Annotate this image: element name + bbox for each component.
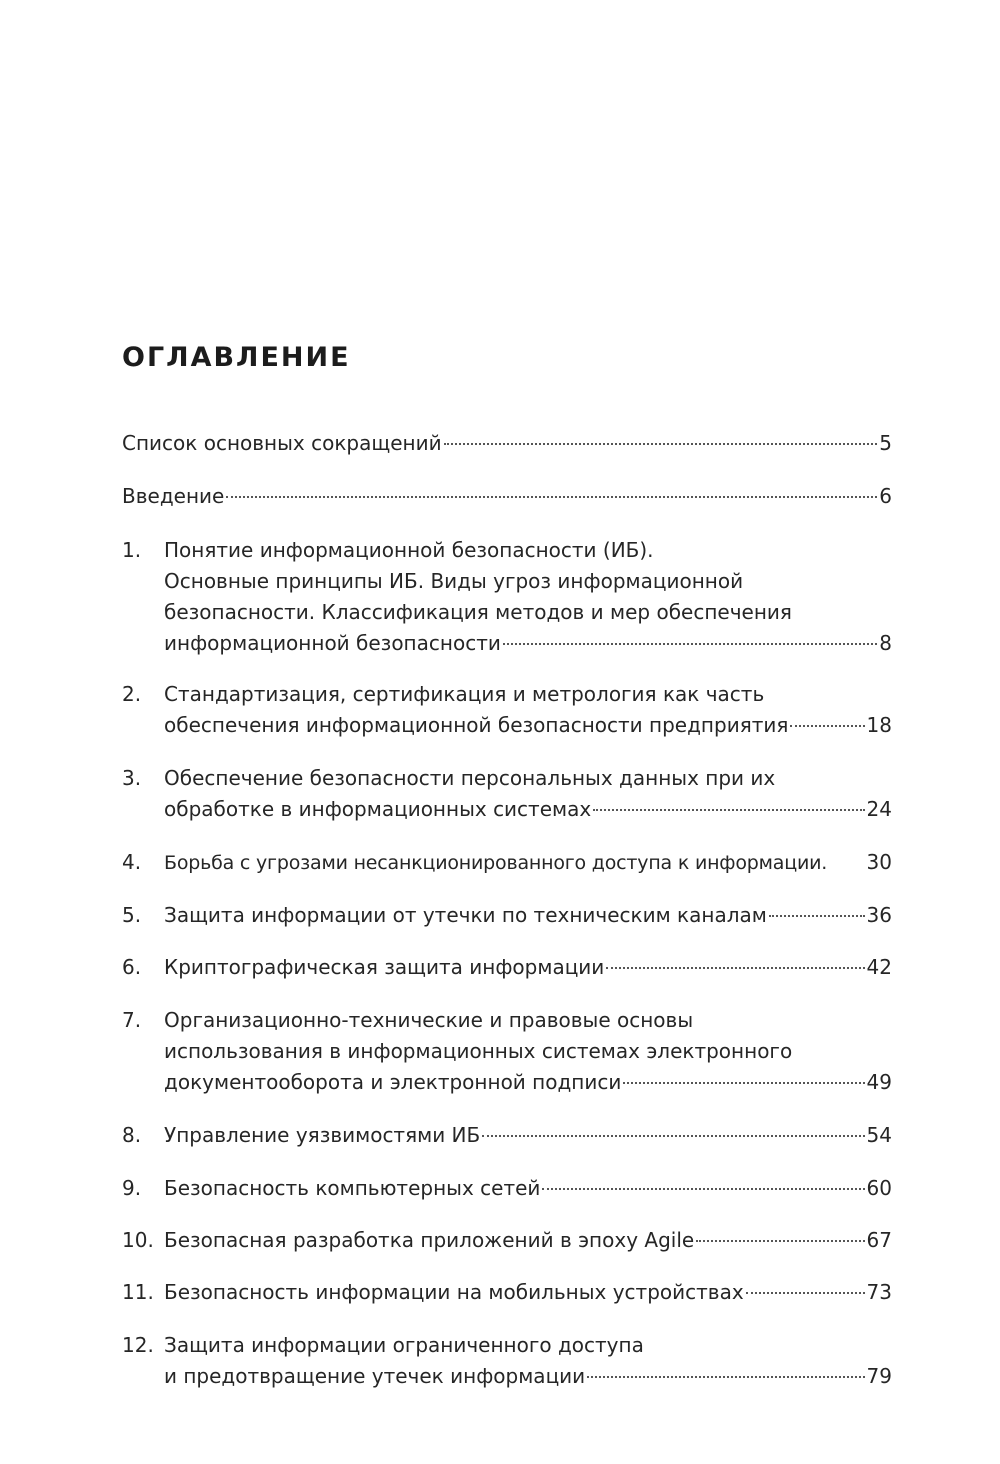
toc-entry-text (164, 1225, 892, 1256)
dot-leader (542, 1188, 864, 1190)
toc-entry-number: 3. (122, 766, 142, 790)
toc-entry-number: 10. (122, 1228, 154, 1252)
toc-entry-text (164, 1120, 892, 1151)
toc-entry-line: Обеспечение безопасности персональных данных при их (164, 766, 776, 790)
toc-heading: ОГЛАВЛЕНИЕ (122, 342, 351, 373)
toc-entry-line: обработке в информационных системах (164, 797, 592, 821)
toc-entry-last-line (164, 794, 892, 825)
toc-entry-number: 4. (122, 850, 142, 874)
toc-entry-last-line (164, 900, 892, 931)
toc-entry-line: Безопасная разработка приложений в эпоху Agile (164, 1228, 695, 1252)
toc-entry-number: 12. (122, 1333, 154, 1357)
toc-entry-last-line (164, 1225, 892, 1256)
toc-entry-last-line (164, 1120, 892, 1151)
toc-entry-line: Организационно-технические и правовые основы (164, 1008, 694, 1032)
dot-leader (746, 1292, 865, 1294)
toc-entry-last-line (164, 1067, 892, 1098)
toc-entry-line: информационной безопасности (164, 631, 501, 655)
toc-page-number: 8 (879, 631, 892, 655)
toc-page-number: 42 (866, 955, 892, 979)
toc-entry-text (164, 763, 892, 825)
toc-entry-text (164, 535, 892, 659)
dot-leader (593, 809, 864, 811)
toc-entry-text (164, 847, 892, 878)
toc-entry-line: Борьба с угрозами несанкционированного доступа к информации. (164, 852, 828, 874)
toc-entry-text (164, 952, 892, 983)
toc-entry-number: 8. (122, 1123, 142, 1147)
toc-page-number: 79 (866, 1364, 892, 1388)
toc-entry-last-line (164, 628, 892, 659)
toc-page-number: 30 (866, 850, 892, 874)
toc-entry-number: 6. (122, 955, 142, 979)
dot-leader (790, 725, 864, 727)
toc-entry-line: Управление уязвимостями ИБ (164, 1123, 481, 1147)
toc-page-number: 73 (866, 1280, 892, 1304)
dot-leader (769, 915, 865, 917)
toc-entry-line: Безопасность компьютерных сетей (164, 1176, 541, 1200)
dot-leader (482, 1135, 864, 1137)
dot-leader (623, 1082, 864, 1084)
toc-entry-last-line (164, 1173, 892, 1204)
toc-entry-last-line (164, 1361, 892, 1392)
toc-page-number: 18 (866, 713, 892, 737)
toc-entry-text (122, 481, 892, 512)
toc-entry-last-line (164, 710, 892, 741)
toc-entry-line: Список основных сокращений (122, 431, 442, 455)
toc-entry-number: 7. (122, 1008, 142, 1032)
dot-leader (444, 443, 878, 445)
toc-entry-number: 1. (122, 538, 142, 562)
dot-leader (606, 967, 864, 969)
toc-entry-text (164, 900, 892, 931)
toc-entry-last-line (122, 428, 892, 459)
toc-entry-number: 9. (122, 1176, 142, 1200)
dot-leader (503, 643, 877, 645)
toc-entry-last-line (122, 481, 892, 512)
toc-entry-line: Введение (122, 484, 225, 508)
toc-entry-line: Криптографическая защита информации (164, 955, 605, 979)
toc-entry-line: безопасности. Классификация методов и мер обеспечения (164, 600, 792, 624)
dot-leader (696, 1240, 864, 1242)
toc-page-number: 6 (879, 484, 892, 508)
toc-entry-last-line (164, 1277, 892, 1308)
toc-entry-text (122, 428, 892, 459)
toc-page-number: 5 (879, 431, 892, 455)
toc-page-number: 54 (866, 1123, 892, 1147)
toc-entry-line: использования в информационных системах электронного (164, 1039, 793, 1063)
toc-page-number: 24 (866, 797, 892, 821)
toc-entry-line: Защита информации от утечки по техническим каналам (164, 903, 767, 927)
toc-entry-number: 11. (122, 1280, 154, 1304)
dot-leader (587, 1376, 864, 1378)
toc-entry-text (164, 679, 892, 741)
toc-page-number: 67 (866, 1228, 892, 1252)
toc-entry-line: Основные принципы ИБ. Виды угроз информационной (164, 569, 744, 593)
toc-entry-number: 2. (122, 682, 142, 706)
toc-entry-line: Стандартизация, сертификация и метрология как часть (164, 682, 765, 706)
toc-entry-number: 5. (122, 903, 142, 927)
toc-entry-text (164, 1277, 892, 1308)
dot-leader (226, 496, 877, 498)
toc-entry-line: обеспечения информационной безопасности предприятия (164, 713, 789, 737)
toc-page-number: 36 (866, 903, 892, 927)
toc-entry-line: Защита информации ограниченного доступа (164, 1333, 644, 1357)
toc-entry-text (164, 1330, 892, 1392)
toc-entry-line: Безопасность информации на мобильных устройствах (164, 1280, 744, 1304)
toc-entry-last-line (164, 952, 892, 983)
toc-page-number: 49 (866, 1070, 892, 1094)
toc-entry-line: документооборота и электронной подписи (164, 1070, 622, 1094)
toc-entry-line: Понятие информационной безопасности (ИБ). (164, 538, 654, 562)
toc-entry-text (164, 1173, 892, 1204)
toc-entry-last-line (164, 847, 892, 878)
toc-page-number: 60 (866, 1176, 892, 1200)
toc-entry-line: и предотвращение утечек информации (164, 1364, 586, 1388)
toc-entry-text (164, 1005, 892, 1098)
